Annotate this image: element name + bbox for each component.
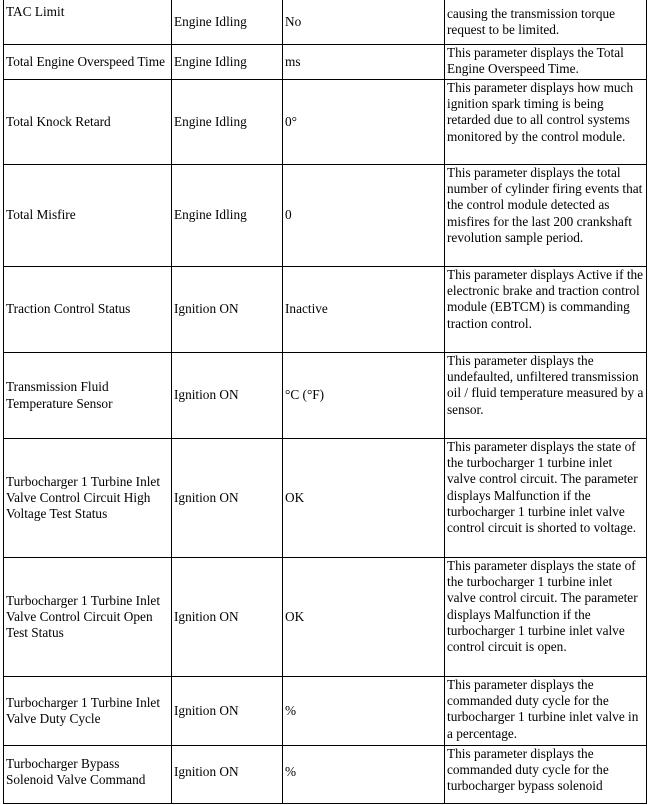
typical-value: °C (°F) bbox=[283, 353, 445, 439]
test-condition: Ignition ON bbox=[172, 439, 283, 558]
parameter-name: Turbocharger 1 Turbine Inlet Valve Duty Cycle bbox=[4, 677, 172, 746]
table-row bbox=[4, 45, 647, 80]
parameter-name: Total Engine Overspeed Time bbox=[4, 45, 172, 80]
description: This parameter displays the commanded duty cycle for the turbocharger 1 turbine inlet valve in a percentage. bbox=[445, 677, 647, 746]
table-row bbox=[4, 165, 647, 267]
typical-value: ms bbox=[283, 45, 445, 80]
parameter-name: Turbocharger Bypass Solenoid Valve Command bbox=[4, 746, 172, 804]
typical-value: Inactive bbox=[283, 267, 445, 353]
description: causing the transmission torque request to be limited. bbox=[445, 0, 647, 45]
typical-value: 0° bbox=[283, 80, 445, 165]
table-row bbox=[4, 353, 647, 439]
typical-value: OK bbox=[283, 439, 445, 558]
description: This parameter displays the undefaulted, unfiltered transmission oil / fluid temperature measured by a sensor. bbox=[445, 353, 647, 439]
test-condition: Ignition ON bbox=[172, 267, 283, 353]
description: This parameter displays the state of the turbocharger 1 turbine inlet valve control circuit. The parameter displays Malfunction if the turbocharger 1 turbine inlet valve control circuit is open. bbox=[445, 558, 647, 677]
table-row bbox=[4, 558, 647, 677]
test-condition: Ignition ON bbox=[172, 746, 283, 804]
parameter-name: Total Knock Retard bbox=[4, 80, 172, 165]
parameter-name: Total Misfire bbox=[4, 165, 172, 267]
table-row bbox=[4, 267, 647, 353]
typical-value: % bbox=[283, 746, 445, 804]
parameter-name: Transmission Fluid Temperature Sensor bbox=[4, 353, 172, 439]
typical-value: OK bbox=[283, 558, 445, 677]
description: This parameter displays the total number of cylinder firing events that the control module detected as misfires for the last 200 crankshaft revolution sample period. bbox=[445, 165, 647, 267]
table-row bbox=[4, 746, 647, 804]
parameter-name: TAC Limit bbox=[4, 0, 172, 45]
table-row bbox=[4, 439, 647, 558]
table-row bbox=[4, 80, 647, 165]
test-condition: Engine Idling bbox=[172, 45, 283, 80]
test-condition: Ignition ON bbox=[172, 677, 283, 746]
description: This parameter displays the commanded duty cycle for the turbocharger bypass solenoid bbox=[445, 746, 647, 804]
typical-value: No bbox=[283, 0, 445, 45]
parameter-name: Traction Control Status bbox=[4, 267, 172, 353]
table-row bbox=[4, 0, 647, 45]
description: This parameter displays the Total Engine Overspeed Time. bbox=[445, 45, 647, 80]
test-condition: Engine Idling bbox=[172, 165, 283, 267]
typical-value: 0 bbox=[283, 165, 445, 267]
description: This parameter displays the state of the turbocharger 1 turbine inlet valve control circuit. The parameter displays Malfunction if the turbocharger 1 turbine inlet valve control circuit is shorted to voltage. bbox=[445, 439, 647, 558]
description: This parameter displays how much ignition spark timing is being retarded due to all control systems monitored by the control module. bbox=[445, 80, 647, 165]
typical-value: % bbox=[283, 677, 445, 746]
parameter-table bbox=[3, 0, 647, 804]
test-condition: Engine Idling bbox=[172, 80, 283, 165]
description: This parameter displays Active if the electronic brake and traction control module (EBTCM) is commanding traction control. bbox=[445, 267, 647, 353]
test-condition: Engine Idling bbox=[172, 0, 283, 45]
parameter-name: Turbocharger 1 Turbine Inlet Valve Control Circuit Open Test Status bbox=[4, 558, 172, 677]
test-condition: Ignition ON bbox=[172, 558, 283, 677]
table-row bbox=[4, 677, 647, 746]
parameter-name: Turbocharger 1 Turbine Inlet Valve Control Circuit High Voltage Test Status bbox=[4, 439, 172, 558]
test-condition: Ignition ON bbox=[172, 353, 283, 439]
